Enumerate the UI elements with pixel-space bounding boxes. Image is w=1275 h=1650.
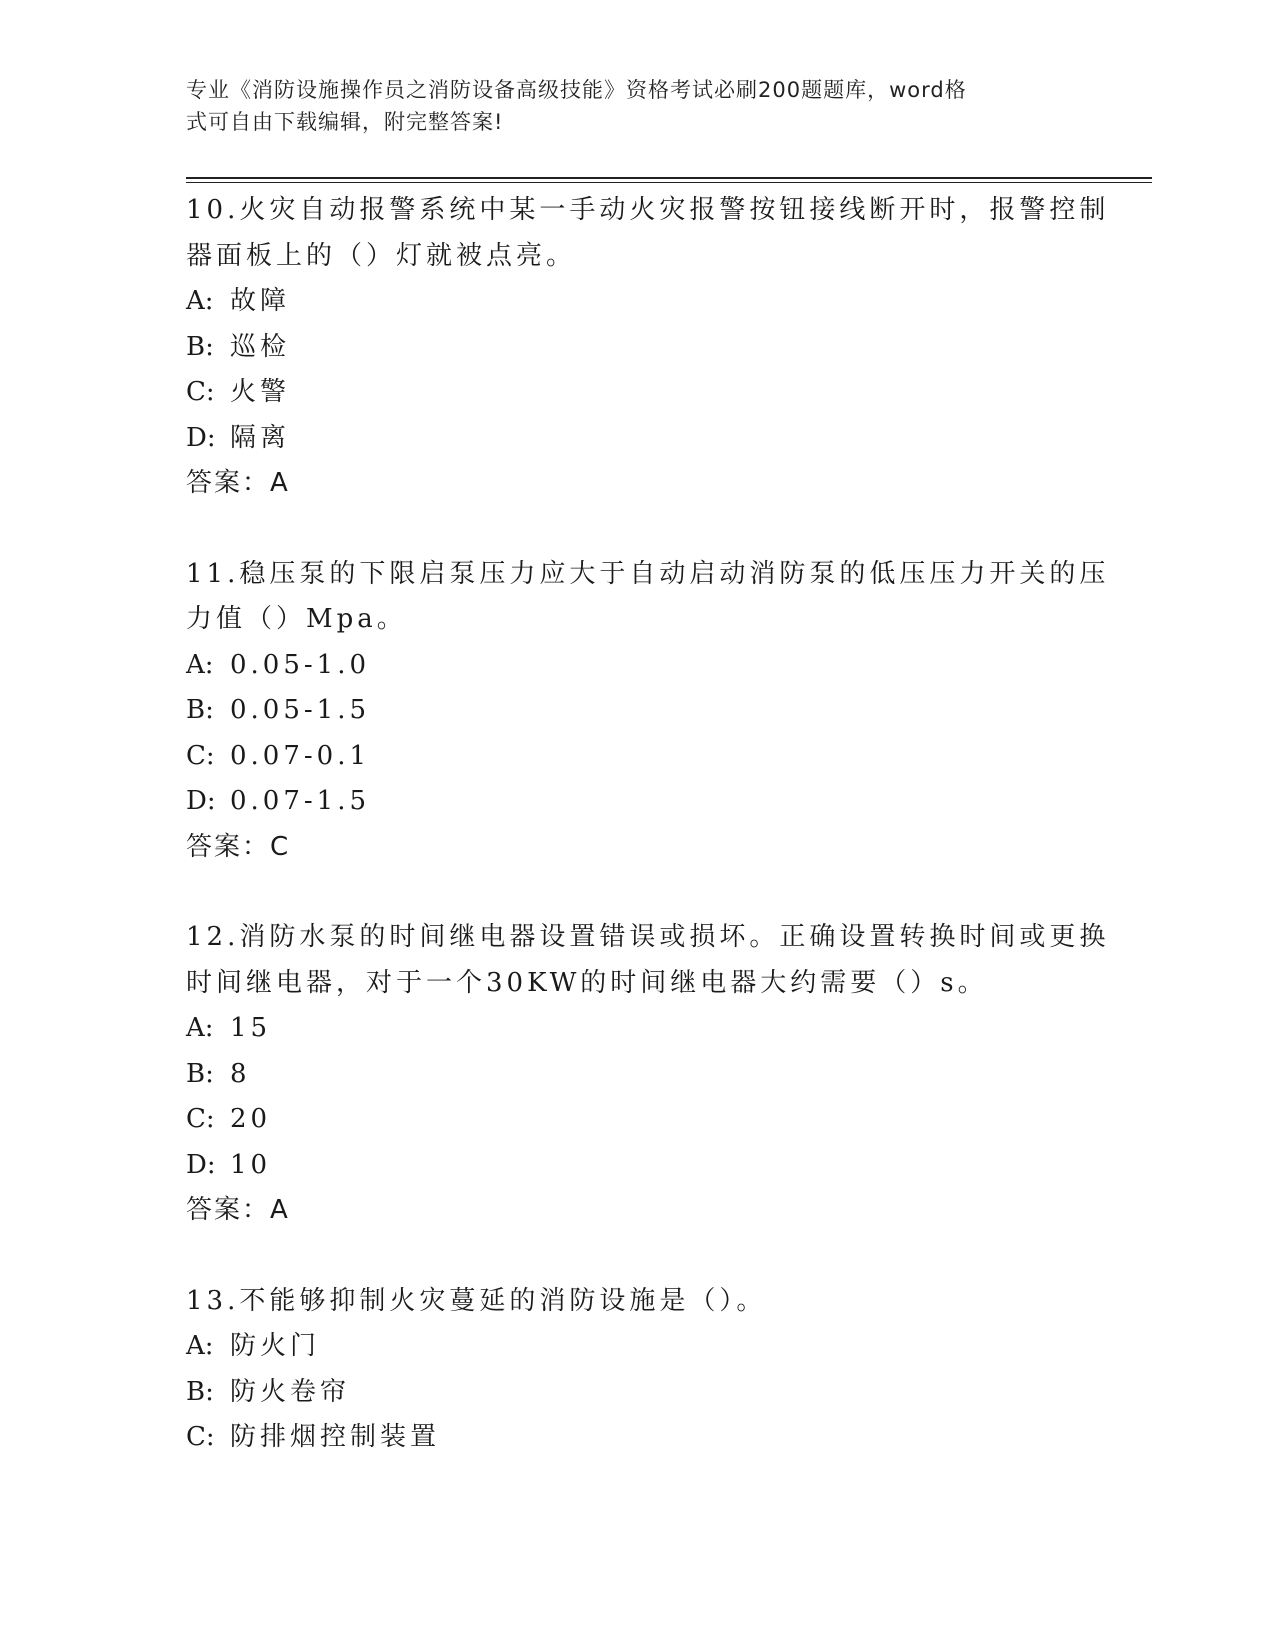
answer-line: 答案：C (186, 831, 291, 862)
option-c (186, 1415, 1086, 1461)
option-letter: A: (186, 1013, 214, 1043)
option-text: 20 (230, 1104, 272, 1134)
header-divider-thin (186, 182, 1152, 183)
option-letter: D: (186, 786, 216, 816)
answer-line: 答案：A (186, 1195, 290, 1225)
option-a (186, 279, 1086, 325)
option-b (186, 1052, 1086, 1098)
option-c (186, 1097, 1086, 1143)
option-text: 防火门 (230, 1331, 321, 1361)
question-13 (186, 1279, 1086, 1461)
option-text: 防排烟控制装置 (230, 1422, 441, 1452)
option-letter: A: (186, 286, 214, 316)
option-b (186, 1370, 1086, 1416)
question-list (186, 188, 1110, 1506)
option-text: 10 (230, 1149, 272, 1180)
question-text: 力值（）Mpa。 (186, 604, 407, 634)
option-letter: B: (186, 695, 214, 725)
question-text: 时间继电器，对于一个30KW的时间继电器大约需要（）s。 (186, 967, 988, 998)
option-text: 防火卷帘 (230, 1376, 351, 1407)
option-letter: C: (186, 1422, 215, 1452)
question-10 (186, 188, 1110, 507)
header-line-2: 式可自由下载编辑，附完整答案! (186, 110, 504, 134)
question-12 (186, 915, 1110, 1234)
option-letter: B: (186, 1376, 214, 1407)
option-d (186, 416, 1086, 462)
header-line-1: 专业《消防设施操作员之消防设备高级技能》资格考试必刷200题题库，word格 (186, 78, 967, 102)
option-text: 15 (230, 1013, 272, 1043)
option-d (186, 779, 1086, 825)
option-a (186, 643, 1086, 689)
option-b (186, 325, 1086, 371)
option-c (186, 734, 1086, 780)
option-letter: B: (186, 331, 214, 362)
option-text: 巡检 (230, 331, 291, 362)
option-c (186, 370, 1086, 416)
question-text: 12.消防水泵的时间继电器设置错误或损坏。正确设置转换时间或更换 (186, 922, 1110, 952)
option-text: 0.07-0.1 (230, 740, 371, 771)
option-d (186, 1143, 1086, 1189)
option-text: 0.05-1.5 (230, 695, 371, 725)
question-text: 13.不能够抑制火灾蔓延的消防设施是（）。 (186, 1285, 767, 1316)
option-letter: D: (186, 1149, 216, 1180)
question-text: 11.稳压泵的下限启泵压力应大于自动启动消防泵的低压压力开关的压 (186, 558, 1110, 589)
option-text: 0.07-1.5 (230, 786, 371, 816)
option-letter: D: (186, 422, 216, 453)
option-a (186, 1006, 1086, 1052)
option-b (186, 688, 1086, 734)
question-11 (186, 552, 1110, 871)
document-header (186, 74, 1066, 138)
option-a (186, 1324, 1086, 1370)
option-letter: A: (186, 649, 214, 680)
question-text: 器面板上的（）灯就被点亮。 (186, 240, 577, 271)
header-divider-thick (186, 177, 1152, 179)
option-letter: A: (186, 1331, 214, 1361)
question-text: 10.火灾自动报警系统中某一手动火灾报警按钮接线断开时，报警控制 (186, 195, 1110, 225)
option-letter: C: (186, 377, 215, 407)
option-letter: B: (186, 1058, 214, 1089)
option-text: 8 (230, 1058, 251, 1089)
option-text: 0.05-1.0 (230, 649, 371, 680)
option-letter: C: (186, 740, 215, 771)
option-text: 火警 (230, 377, 291, 407)
option-letter: C: (186, 1104, 215, 1134)
option-text: 故障 (230, 286, 291, 316)
answer-line: 答案：A (186, 468, 290, 498)
option-text: 隔离 (230, 422, 291, 453)
